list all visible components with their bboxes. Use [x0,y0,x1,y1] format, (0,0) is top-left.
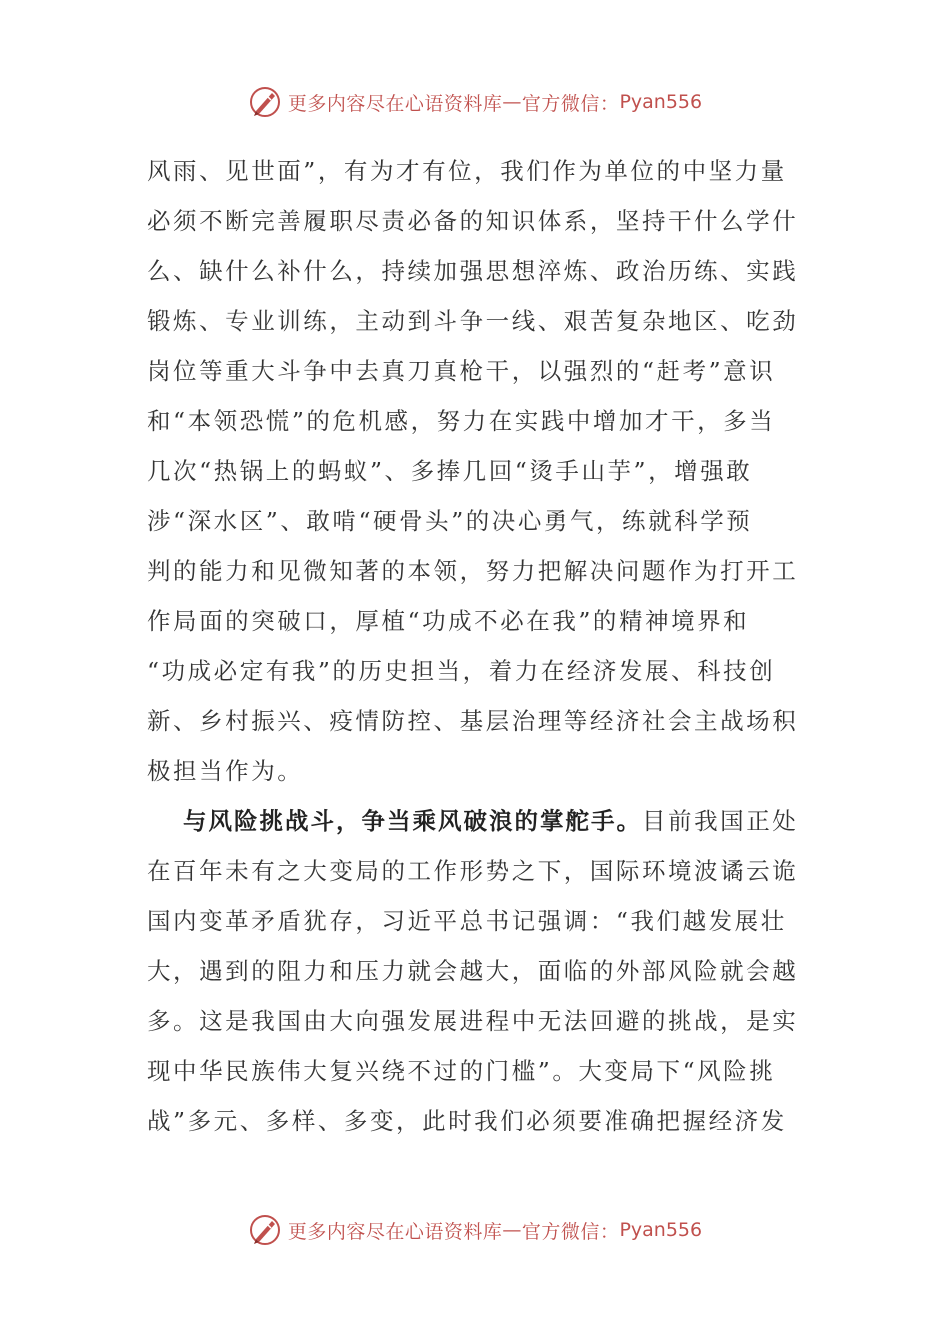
text-line: 涉“深水区”、敢啃“硬骨头”的决心勇气，练就科学预 [147,507,753,535]
text-line: 必须不断完善履职尽责必备的知识体系，坚持干什么学什 [147,207,799,235]
header-site-text: 更多内容尽在心语资料库 [287,92,503,115]
paragraph-heading: 与风险挑战斗，争当乘风破浪的掌舵手。 [183,807,642,835]
text-line: 判的能力和见微知著的本领，努力把解决问题作为打开工 [147,557,799,585]
pen-logo-icon [248,1213,282,1247]
text-line: 风雨、见世面”，有为才有位，我们作为单位的中坚力量 [147,157,787,185]
text-line: 和“本领恐慌”的危机感，努力在实践中增加才干，多当 [147,407,776,435]
document-body [147,146,807,1146]
text-line: 作局面的突破口，厚植“功成不必在我”的精神境界和 [147,607,750,635]
text-line: “功成必定有我”的历史担当，着力在经济发展、科技创 [147,657,776,685]
header-wechat-label: 官方微信： [521,92,620,115]
header-banner [0,80,950,124]
text-line: 现中华民族伟大复兴绕不过的门槛”。大变局下“风险挑 [147,1057,776,1085]
text-line: 在百年未有之大变局的工作形势之下，国际环境波谲云诡 [147,857,799,885]
text-line: 几次“热锅上的蚂蚁”、多捧几回“烫手山芋”，增强敢 [147,457,753,485]
text-line: 多。这是我国由大向强发展进程中无法回避的挑战，是实 [147,1007,799,1035]
header-separator: — [502,91,522,113]
text-line: 大，遇到的阻力和压力就会越大，面临的外部风险就会越 [147,957,799,985]
footer-site-text: 更多内容尽在心语资料库 [287,1220,503,1243]
text-line: 锻炼、专业训练，主动到斗争一线、艰苦复杂地区、吃劲 [147,307,799,335]
text-line: 极担当作为。 [147,757,304,785]
text-line: 新、乡村振兴、疫情防控、基层治理等经济社会主战场积 [147,707,799,735]
text-line: 岗位等重大斗争中去真刀真枪干，以强烈的“赶考”意识 [147,357,776,385]
paragraph-text: 目前我国正处 [642,807,799,835]
pen-logo-icon [248,85,282,119]
footer-wechat-id: Pyan556 [619,1219,703,1241]
footer-separator: — [502,1219,522,1241]
header-wechat-id: Pyan556 [619,91,703,113]
footer-banner [0,1208,950,1252]
footer-wechat-label: 官方微信： [521,1220,620,1243]
paragraph-2-first-line [147,796,807,846]
text-line: 国内变革矛盾犹存，习近平总书记强调：“我们越发展壮 [147,907,787,935]
text-line: 战”多元、多样、多变，此时我们必须要准确把握经济发 [147,1107,787,1135]
text-line: 么、缺什么补什么，持续加强思想淬炼、政治历练、实践 [147,257,799,285]
